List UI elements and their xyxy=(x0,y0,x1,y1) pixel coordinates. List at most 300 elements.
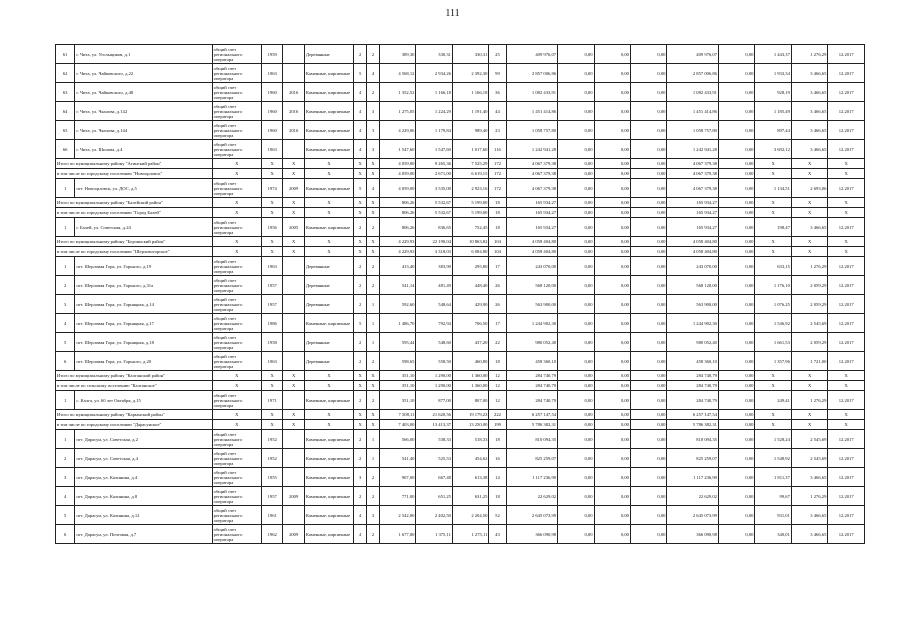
cell-fl: Х xyxy=(354,420,367,430)
cell-res: 18 xyxy=(489,352,506,371)
cell-way: общий счет регионального оператора xyxy=(212,140,261,159)
cell-addr: г. Чита, ул. Угольщиков, д.1 xyxy=(75,45,212,64)
cell-term: 12.2017 xyxy=(828,525,865,544)
cell-fl: Х xyxy=(354,237,367,247)
cell-a2: 481,49 xyxy=(416,276,452,295)
cell-a3: 2 392,30 xyxy=(452,64,488,83)
cell-res: 12 xyxy=(489,391,506,410)
cell-sq: 0,00 xyxy=(718,420,754,430)
cell-f4: 568 120,00 xyxy=(667,276,719,295)
cell-a1: 4 059,00 xyxy=(379,169,415,179)
cell-term: 12.2017 xyxy=(828,83,865,102)
cell-f2: 0,00 xyxy=(594,64,630,83)
cell-label: Итого по муниципальному району "Агинский район" xyxy=(56,159,213,169)
cell-term: 12.2017 xyxy=(828,218,865,237)
cell-addr: пгт. Дарасун, ул. Калинина, д.4 xyxy=(75,468,212,487)
cell-sq: 0,00 xyxy=(718,352,754,371)
cell-sq: 0,00 xyxy=(718,381,754,391)
cell-sq: 0,00 xyxy=(718,208,754,218)
cell-mat: Х xyxy=(304,410,353,420)
cell-built: 1952 xyxy=(261,449,282,468)
cell-f4: 409 976,07 xyxy=(667,45,719,64)
cell-term: 12.2017 xyxy=(828,506,865,525)
cell-sq: 0,00 xyxy=(718,64,754,83)
cell-f4: 284 740,79 xyxy=(667,391,719,410)
cell-term: 12.2017 xyxy=(828,179,865,198)
cell-a2: 877,00 xyxy=(416,391,452,410)
cell-f1: 0,00 xyxy=(558,391,594,410)
cell-rec: Х xyxy=(283,247,304,257)
cell-a1: 1 486,70 xyxy=(379,314,415,333)
cell-sq: 0,00 xyxy=(718,468,754,487)
cell-f3: 0,00 xyxy=(630,247,666,257)
cell-term: 12.2017 xyxy=(828,257,865,276)
cell-lim: Х xyxy=(791,371,827,381)
cell-fl: Х xyxy=(354,198,367,208)
cell-built: Х xyxy=(261,410,282,420)
subtotal-row xyxy=(56,208,865,218)
cell-res: 12 xyxy=(489,371,506,381)
cell-res: 172 xyxy=(489,169,506,179)
cell-rec xyxy=(283,430,304,449)
cell-lim: 1 721,00 xyxy=(791,352,827,371)
cell-a1: 1 352,52 xyxy=(379,83,415,102)
cell-built: 1960 xyxy=(261,83,282,102)
cell-mat: Х xyxy=(304,208,353,218)
cell-way: общий счет регионального оператора xyxy=(212,314,261,333)
cell-a3: 6 619,15 xyxy=(452,169,488,179)
cell-f3: 0,00 xyxy=(630,371,666,381)
cell-no: 5 xyxy=(56,333,75,352)
cell-term: Х xyxy=(828,381,865,391)
cell-f2: 0,00 xyxy=(594,410,630,420)
cell-mat: Каменные, кирпичные xyxy=(304,179,353,198)
subtotal-row xyxy=(56,371,865,381)
cell-en: Х xyxy=(367,159,380,169)
cell-f1: 0,00 xyxy=(558,525,594,544)
cell-no: 6 xyxy=(56,525,75,544)
cell-f4: 22 629,02 xyxy=(667,487,719,506)
cell-a2: 1 547,60 xyxy=(416,140,452,159)
cell-f2: 0,00 xyxy=(594,169,630,179)
cell-a2: 792,94 xyxy=(416,314,452,333)
cell-res: 22 xyxy=(489,333,506,352)
cell-res: 18 xyxy=(489,487,506,506)
cell-a1: 4 059,00 xyxy=(379,179,415,198)
cell-label: в том числе по городскому поселению "Новоорловск" xyxy=(56,169,213,179)
cell-cost: 1 811,37 xyxy=(755,468,791,487)
subtotal-row xyxy=(56,169,865,179)
cell-label: в том числе по городскому поселению "Шерловогорское" xyxy=(56,247,213,257)
cell-addr: пгт. Шерловая Гора, ул. Горняцкая, д.14 xyxy=(75,295,212,314)
cell-total: 810 094,35 xyxy=(506,430,558,449)
cell-addr: г. Чита, ул. Шилова, д.4 xyxy=(75,140,212,159)
cell-a1: 351,10 xyxy=(379,391,415,410)
cell-f1: 0,00 xyxy=(558,218,594,237)
cell-lim: 3 466,65 xyxy=(791,468,827,487)
cell-f4: 980 052,40 xyxy=(667,333,719,352)
cell-built: 1952 xyxy=(261,430,282,449)
cell-f2: 0,00 xyxy=(594,420,630,430)
cell-a3: 448,40 xyxy=(452,276,488,295)
cell-addr: г. Чита, ул. Чкалова, д.142 xyxy=(75,102,212,121)
cell-cost: 340,01 xyxy=(755,525,791,544)
cell-a2: 330,31 xyxy=(416,45,452,64)
cell-rec xyxy=(283,391,304,410)
cell-a1: 1 677,00 xyxy=(379,525,415,544)
table-row xyxy=(56,333,865,352)
cell-rec xyxy=(283,257,304,276)
cell-res: 17 xyxy=(489,257,506,276)
cell-res: 52 xyxy=(489,506,506,525)
cell-sq: 0,00 xyxy=(718,140,754,159)
cell-a2: 667,48 xyxy=(416,468,452,487)
cell-f1: 0,00 xyxy=(558,295,594,314)
cell-a2: 1 224,29 xyxy=(416,102,452,121)
cell-f3: 0,00 xyxy=(630,487,666,506)
cell-f1: 0,00 xyxy=(558,247,594,257)
cell-way: общий счет регионального оператора xyxy=(212,218,261,237)
cell-built: Х xyxy=(261,198,282,208)
cell-no: 2 xyxy=(56,276,75,295)
cell-res: 12 xyxy=(489,381,506,391)
table-row xyxy=(56,449,865,468)
cell-a1: 771,00 xyxy=(379,487,415,506)
cell-a1: 351,10 xyxy=(379,381,415,391)
cell-lim: 2 545,69 xyxy=(791,430,827,449)
cell-rec xyxy=(283,314,304,333)
cell-sq: 0,00 xyxy=(718,506,754,525)
cell-built: Х xyxy=(261,247,282,257)
cell-en: Х xyxy=(367,198,380,208)
cell-built: 1957 xyxy=(261,295,282,314)
cell-way: Х xyxy=(212,208,261,218)
cell-f1: 0,00 xyxy=(558,102,594,121)
cell-total: 284 740,79 xyxy=(506,371,558,381)
cell-mat: Х xyxy=(304,198,353,208)
cell-f3: 0,00 xyxy=(630,381,666,391)
cell-cost: 3 692,12 xyxy=(755,140,791,159)
cell-total: 165 934,27 xyxy=(506,198,558,208)
cell-cost: 1 076,25 xyxy=(755,295,791,314)
cell-f4: 1 451 414,86 xyxy=(667,102,719,121)
cell-a2: 548,60 xyxy=(416,333,452,352)
cell-res: 14 xyxy=(489,468,506,487)
cell-f2: 0,00 xyxy=(594,159,630,169)
cell-fl: 2 xyxy=(354,391,367,410)
cell-no: 3 xyxy=(56,295,75,314)
cell-total: 165 934,27 xyxy=(506,208,558,218)
cell-way: общий счет регионального оператора xyxy=(212,333,261,352)
cell-f2: 0,00 xyxy=(594,208,630,218)
cell-f1: 0,00 xyxy=(558,45,594,64)
cell-f1: 0,00 xyxy=(558,83,594,102)
cell-a3: 2 923,16 xyxy=(452,179,488,198)
cell-f2: 0,00 xyxy=(594,237,630,247)
cell-sq: 0,00 xyxy=(718,295,754,314)
cell-f1: 0,00 xyxy=(558,381,594,391)
cell-rec: Х xyxy=(283,420,304,430)
cell-rec: 2009 xyxy=(283,487,304,506)
cell-built: 1963 xyxy=(261,140,282,159)
cell-f2: 0,00 xyxy=(594,257,630,276)
cell-sq: 0,00 xyxy=(718,257,754,276)
page-number: 111 xyxy=(445,8,460,19)
table-row xyxy=(56,102,865,121)
table-row xyxy=(56,314,865,333)
cell-a3: 454,62 xyxy=(452,449,488,468)
cell-f4: 825 259,07 xyxy=(667,449,719,468)
cell-f2: 0,00 xyxy=(594,218,630,237)
cell-built: 1956 xyxy=(261,218,282,237)
cell-lim: Х xyxy=(791,237,827,247)
cell-f2: 0,00 xyxy=(594,381,630,391)
cell-way: общий счет регионального оператора xyxy=(212,430,261,449)
cell-res: 172 xyxy=(489,179,506,198)
cell-mat: Каменные, кирпичные xyxy=(304,83,353,102)
cell-no: 1 xyxy=(56,430,75,449)
cell-f2: 0,00 xyxy=(594,506,630,525)
cell-f4: 4 067 379,38 xyxy=(667,179,719,198)
table-row xyxy=(56,83,865,102)
cell-a2: 525,53 xyxy=(416,449,452,468)
cell-sq: 0,00 xyxy=(718,525,754,544)
cell-built: 1986 xyxy=(261,314,282,333)
cell-en: Х xyxy=(367,208,380,218)
cell-fl: 2 xyxy=(354,449,367,468)
cell-built: 1960 xyxy=(261,102,282,121)
cell-rec xyxy=(283,140,304,159)
cell-fl: 2 xyxy=(354,487,367,506)
cell-res: 36 xyxy=(489,83,506,102)
cell-res: 25 xyxy=(489,45,506,64)
cell-a3: 7 525,29 xyxy=(452,159,488,169)
cell-en: 2 xyxy=(367,257,380,276)
cell-f3: 0,00 xyxy=(630,45,666,64)
cell-rec xyxy=(283,449,304,468)
cell-mat: Каменные, кирпичные xyxy=(304,430,353,449)
cell-no: 1 xyxy=(56,391,75,410)
cell-f4: 165 934,27 xyxy=(667,218,719,237)
cell-lim: 1 276,29 xyxy=(791,391,827,410)
cell-f4: 165 934,27 xyxy=(667,208,719,218)
cell-addr: г. Чита, ул. Чкалова, д.144 xyxy=(75,121,212,140)
cell-fl: 4 xyxy=(354,140,367,159)
cell-lim: Х xyxy=(791,247,827,257)
cell-en: 2 xyxy=(367,468,380,487)
cell-lim: 1 276,29 xyxy=(791,257,827,276)
cell-term: Х xyxy=(828,198,865,208)
cell-a1: 595,44 xyxy=(379,333,415,352)
cell-built: Х xyxy=(261,371,282,381)
cell-a3: 1 166,18 xyxy=(452,83,488,102)
capital-repair-table xyxy=(55,44,865,544)
cell-addr: пгт. Шерловая Гора, ул. Горького, д.20 xyxy=(75,352,212,371)
cell-res: 18 xyxy=(489,430,506,449)
cell-cost: 1 546,92 xyxy=(755,314,791,333)
subtotal-row xyxy=(56,237,865,247)
cell-total: 4 067 379,38 xyxy=(506,169,558,179)
cell-sq: 0,00 xyxy=(718,83,754,102)
cell-cost: 1 134,51 xyxy=(755,179,791,198)
table-row xyxy=(56,525,865,544)
cell-mat: Деревянные xyxy=(304,295,353,314)
cell-f2: 0,00 xyxy=(594,247,630,257)
cell-f1: 0,00 xyxy=(558,430,594,449)
cell-cost: 1 357,96 xyxy=(755,352,791,371)
cell-mat: Деревянные xyxy=(304,276,353,295)
cell-a3: 1 360,00 xyxy=(452,371,488,381)
cell-way: Х xyxy=(212,371,261,381)
cell-f2: 0,00 xyxy=(594,430,630,449)
cell-total: 243 070,00 xyxy=(506,257,558,276)
cell-a3: 429,90 xyxy=(452,295,488,314)
cell-en: 3 xyxy=(367,506,380,525)
cell-res: 18 xyxy=(489,208,506,218)
cell-a2: 538,33 xyxy=(416,430,452,449)
cell-sq: 0,00 xyxy=(718,314,754,333)
cell-en: 2 xyxy=(367,45,380,64)
cell-f1: 0,00 xyxy=(558,257,594,276)
cell-addr: пгт. Шерловая Гора, ул. Горького, д.19 xyxy=(75,257,212,276)
cell-built: 1957 xyxy=(261,487,282,506)
cell-a1: 1 275,05 xyxy=(379,102,415,121)
cell-f1: 0,00 xyxy=(558,198,594,208)
cell-f3: 0,00 xyxy=(630,83,666,102)
cell-sq: 0,00 xyxy=(718,159,754,169)
cell-f1: 0,00 xyxy=(558,179,594,198)
cell-en: 1 xyxy=(367,430,380,449)
cell-total: 568 120,00 xyxy=(506,276,558,295)
cell-term: 12.2017 xyxy=(828,276,865,295)
cell-way: Х xyxy=(212,410,261,420)
cell-addr: пгт. Дарасун, ул. Советская, д.4 xyxy=(75,449,212,468)
cell-total: 4 067 379,38 xyxy=(506,179,558,198)
cell-addr: г. Балей, ул. Советская, д.24 xyxy=(75,218,212,237)
cell-a3: 752,45 xyxy=(452,218,488,237)
cell-f2: 0,00 xyxy=(594,83,630,102)
cell-en: 4 xyxy=(367,64,380,83)
cell-a1: 806,26 xyxy=(379,208,415,218)
cell-built: 1961 xyxy=(261,506,282,525)
cell-a3: 13 250,00 xyxy=(452,420,488,430)
cell-a2: 836,65 xyxy=(416,218,452,237)
cell-term: Х xyxy=(828,420,865,430)
cell-f4: 4 058 404,80 xyxy=(667,247,719,257)
cell-term: 12.2017 xyxy=(828,121,865,140)
cell-f1: 0,00 xyxy=(558,410,594,420)
cell-a1: 541,40 xyxy=(379,449,415,468)
cell-total: 4 058 404,80 xyxy=(506,247,558,257)
cell-lim: 2 545,69 xyxy=(791,314,827,333)
cell-cost: Х xyxy=(755,381,791,391)
cell-a3: 5 199,00 xyxy=(452,198,488,208)
cell-way: общий счет регионального оператора xyxy=(212,391,261,410)
cell-no: 4 xyxy=(56,314,75,333)
cell-cost: 1 176,10 xyxy=(755,276,791,295)
cell-fl: 5 xyxy=(354,64,367,83)
cell-lim: 2 059,29 xyxy=(791,333,827,352)
cell-cost: Х xyxy=(755,159,791,169)
cell-way: общий счет регионального оператора xyxy=(212,352,261,371)
cell-f1: 0,00 xyxy=(558,169,594,179)
cell-f2: 0,00 xyxy=(594,276,630,295)
cell-f3: 0,00 xyxy=(630,295,666,314)
cell-f2: 0,00 xyxy=(594,525,630,544)
cell-f3: 0,00 xyxy=(630,140,666,159)
cell-fl: 2 xyxy=(354,295,367,314)
cell-fl: 2 xyxy=(354,45,367,64)
cell-res: 18 xyxy=(489,198,506,208)
cell-cost: Х xyxy=(755,237,791,247)
cell-f3: 0,00 xyxy=(630,102,666,121)
cell-rec xyxy=(283,468,304,487)
cell-term: 12.2017 xyxy=(828,295,865,314)
cell-term: 12.2017 xyxy=(828,487,865,506)
cell-no: 1 xyxy=(56,257,75,276)
cell-f3: 0,00 xyxy=(630,333,666,352)
cell-rec: Х xyxy=(283,159,304,169)
cell-a3: 613,38 xyxy=(452,468,488,487)
cell-f1: 0,00 xyxy=(558,449,594,468)
cell-total: 366 090,98 xyxy=(506,525,558,544)
cell-fl: 2 xyxy=(354,430,367,449)
cell-f1: 0,00 xyxy=(558,314,594,333)
cell-cost: Х xyxy=(755,420,791,430)
cell-way: Х xyxy=(212,159,261,169)
cell-lim: 1 276,29 xyxy=(791,487,827,506)
cell-rec: 2016 xyxy=(283,121,304,140)
cell-f4: 2 645 073,99 xyxy=(667,506,719,525)
cell-term: 12.2017 xyxy=(828,352,865,371)
cell-f2: 0,00 xyxy=(594,45,630,64)
cell-a2: 2 671,00 xyxy=(416,169,452,179)
cell-f4: 4 067 379,38 xyxy=(667,169,719,179)
cell-a2: 548,64 xyxy=(416,295,452,314)
cell-fl: 3 xyxy=(354,468,367,487)
cell-fl: 2 xyxy=(354,218,367,237)
cell-f3: 0,00 xyxy=(630,169,666,179)
cell-lim: 2 059,29 xyxy=(791,295,827,314)
cell-f2: 0,00 xyxy=(594,352,630,371)
cell-total: 2 857 006,86 xyxy=(506,64,558,83)
cell-total: 1 117 236,90 xyxy=(506,468,558,487)
cell-f2: 0,00 xyxy=(594,121,630,140)
cell-cost: Х xyxy=(755,169,791,179)
cell-mat: Х xyxy=(304,381,353,391)
cell-total: 1 451 414,86 xyxy=(506,102,558,121)
cell-en: 4 xyxy=(367,179,380,198)
cell-a1: 541,14 xyxy=(379,276,415,295)
cell-a3: 437,20 xyxy=(452,333,488,352)
cell-lim: 2 693,06 xyxy=(791,179,827,198)
cell-f4: 4 067 379,38 xyxy=(667,159,719,169)
cell-f3: 0,00 xyxy=(630,352,666,371)
cell-rec: Х xyxy=(283,381,304,391)
cell-way: общий счет регионального оператора xyxy=(212,525,261,544)
cell-way: Х xyxy=(212,198,261,208)
cell-cost: Х xyxy=(755,198,791,208)
cell-a2: 1 179,84 xyxy=(416,121,452,140)
cell-f1: 0,00 xyxy=(558,371,594,381)
cell-f3: 0,00 xyxy=(630,410,666,420)
cell-en: 3 xyxy=(367,121,380,140)
cell-fl: Х xyxy=(354,159,367,169)
cell-no: 63 xyxy=(56,83,75,102)
table-row xyxy=(56,352,865,371)
cell-lim: 3 466,65 xyxy=(791,506,827,525)
cell-lim: 3 466,65 xyxy=(791,102,827,121)
